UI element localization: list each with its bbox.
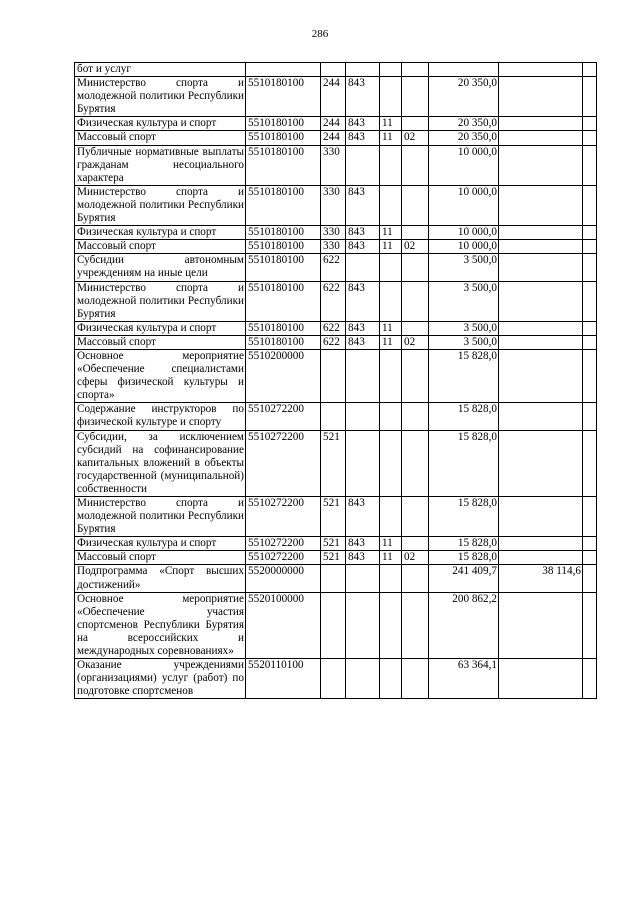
row-grbs-cell [346, 430, 380, 496]
row-amount-cell: 15 828,0 [429, 403, 499, 430]
row-code-cell: 5510180100 [246, 185, 321, 225]
row-name-cell: Министерство спорта и молодежной политики Республики Бурятия [75, 77, 246, 117]
row-amount-cell: 241 409,7 [429, 565, 499, 592]
row-amount-cell: 20 350,0 [429, 117, 499, 131]
row-code-cell: 5510180100 [246, 117, 321, 131]
row-code-cell: 5510272200 [246, 551, 321, 565]
row-amount-cell: 10 000,0 [429, 226, 499, 240]
row-trailing-cell [583, 659, 597, 699]
row-grbs-cell [346, 63, 380, 77]
row-amount-extra-cell [499, 551, 583, 565]
row-trailing-cell [583, 131, 597, 145]
row-amount-cell: 200 862,2 [429, 592, 499, 658]
row-amount-extra-cell [499, 497, 583, 537]
row-amount-extra-cell [499, 254, 583, 281]
row-expense-type-cell: 521 [321, 551, 346, 565]
row-trailing-cell [583, 592, 597, 658]
row-amount-extra-cell [499, 185, 583, 225]
row-section-cell [380, 497, 402, 537]
row-expense-type-cell: 244 [321, 77, 346, 117]
row-grbs-cell: 843 [346, 240, 380, 254]
row-amount-cell: 20 350,0 [429, 131, 499, 145]
row-name-cell: бот и услуг [75, 63, 246, 77]
row-trailing-cell [583, 565, 597, 592]
row-subsection-cell: 02 [402, 551, 429, 565]
row-grbs-cell: 843 [346, 551, 380, 565]
row-code-cell: 5510272200 [246, 403, 321, 430]
row-code-cell: 5510180100 [246, 321, 321, 335]
row-name-cell: Физическая культура и спорт [75, 321, 246, 335]
row-grbs-cell: 843 [346, 497, 380, 537]
row-grbs-cell [346, 349, 380, 402]
row-amount-cell: 3 500,0 [429, 281, 499, 321]
row-expense-type-cell [321, 592, 346, 658]
row-subsection-cell: 02 [402, 240, 429, 254]
row-section-cell: 11 [380, 240, 402, 254]
row-subsection-cell [402, 497, 429, 537]
row-trailing-cell [583, 117, 597, 131]
row-section-cell: 11 [380, 131, 402, 145]
row-trailing-cell [583, 321, 597, 335]
row-subsection-cell [402, 403, 429, 430]
row-amount-extra-cell [499, 226, 583, 240]
row-code-cell [246, 63, 321, 77]
row-amount-cell [429, 63, 499, 77]
row-subsection-cell [402, 281, 429, 321]
row-subsection-cell [402, 226, 429, 240]
row-amount-extra-cell [499, 63, 583, 77]
row-amount-extra-cell [499, 281, 583, 321]
row-expense-type-cell: 330 [321, 240, 346, 254]
row-section-cell [380, 349, 402, 402]
table-row [75, 551, 597, 565]
row-grbs-cell [346, 592, 380, 658]
row-subsection-cell [402, 117, 429, 131]
row-amount-extra-cell [499, 403, 583, 430]
row-expense-type-cell: 330 [321, 185, 346, 225]
row-code-cell: 5510180100 [246, 281, 321, 321]
row-amount-cell: 3 500,0 [429, 254, 499, 281]
row-expense-type-cell: 622 [321, 281, 346, 321]
row-name-cell: Массовый спорт [75, 551, 246, 565]
row-expense-type-cell [321, 349, 346, 402]
row-amount-extra-cell [499, 335, 583, 349]
row-name-cell: Физическая культура и спорт [75, 117, 246, 131]
row-grbs-cell: 843 [346, 226, 380, 240]
row-code-cell: 5510200000 [246, 349, 321, 402]
table-row [75, 537, 597, 551]
row-code-cell: 5520100000 [246, 592, 321, 658]
row-amount-cell: 3 500,0 [429, 321, 499, 335]
row-trailing-cell [583, 349, 597, 402]
row-name-cell: Массовый спорт [75, 131, 246, 145]
row-amount-extra-cell [499, 131, 583, 145]
row-grbs-cell: 843 [346, 77, 380, 117]
row-section-cell [380, 430, 402, 496]
row-grbs-cell [346, 403, 380, 430]
row-section-cell [380, 281, 402, 321]
table-row [75, 335, 597, 349]
row-expense-type-cell: 244 [321, 117, 346, 131]
row-trailing-cell [583, 145, 597, 185]
table-row [75, 131, 597, 145]
row-code-cell: 5510180100 [246, 145, 321, 185]
row-expense-type-cell: 244 [321, 131, 346, 145]
row-grbs-cell: 843 [346, 185, 380, 225]
table-row [75, 145, 597, 185]
row-expense-type-cell: 521 [321, 497, 346, 537]
row-grbs-cell: 843 [346, 537, 380, 551]
page-number: 286 [311, 28, 329, 40]
row-expense-type-cell [321, 63, 346, 77]
table-row [75, 403, 597, 430]
row-code-cell: 5510180100 [246, 240, 321, 254]
row-grbs-cell: 843 [346, 131, 380, 145]
row-expense-type-cell: 622 [321, 321, 346, 335]
row-trailing-cell [583, 551, 597, 565]
row-subsection-cell: 02 [402, 335, 429, 349]
row-name-cell: Основное мероприятие «Обеспечение участия спортсменов Республики Бурятия на всероссийских и международных соревнованиях» [75, 592, 246, 658]
row-subsection-cell [402, 537, 429, 551]
row-trailing-cell [583, 403, 597, 430]
row-amount-extra-cell [499, 430, 583, 496]
row-section-cell [380, 63, 402, 77]
table-row [75, 592, 597, 658]
row-expense-type-cell: 622 [321, 254, 346, 281]
row-trailing-cell [583, 63, 597, 77]
row-subsection-cell [402, 565, 429, 592]
row-subsection-cell [402, 592, 429, 658]
row-grbs-cell: 843 [346, 281, 380, 321]
row-subsection-cell [402, 77, 429, 117]
row-amount-extra-cell [499, 349, 583, 402]
row-grbs-cell [346, 659, 380, 699]
row-amount-extra-cell [499, 117, 583, 131]
table-row [75, 240, 597, 254]
row-amount-cell: 15 828,0 [429, 537, 499, 551]
row-name-cell: Массовый спорт [75, 335, 246, 349]
table-row [75, 77, 597, 117]
row-amount-extra-cell [499, 145, 583, 185]
row-code-cell: 5510180100 [246, 226, 321, 240]
row-amount-cell: 10 000,0 [429, 240, 499, 254]
row-name-cell: Министерство спорта и молодежной политики Республики Бурятия [75, 185, 246, 225]
row-amount-cell: 10 000,0 [429, 185, 499, 225]
row-amount-cell: 10 000,0 [429, 145, 499, 185]
row-subsection-cell: 02 [402, 131, 429, 145]
row-subsection-cell [402, 63, 429, 77]
row-expense-type-cell: 330 [321, 145, 346, 185]
row-subsection-cell [402, 349, 429, 402]
row-subsection-cell [402, 430, 429, 496]
row-section-cell [380, 254, 402, 281]
row-section-cell [380, 145, 402, 185]
row-grbs-cell: 843 [346, 335, 380, 349]
row-subsection-cell [402, 659, 429, 699]
row-amount-extra-cell: 38 114,6 [499, 565, 583, 592]
row-amount-cell: 15 828,0 [429, 430, 499, 496]
row-section-cell: 11 [380, 117, 402, 131]
row-trailing-cell [583, 430, 597, 496]
row-trailing-cell [583, 185, 597, 225]
row-section-cell [380, 592, 402, 658]
row-expense-type-cell [321, 403, 346, 430]
row-code-cell: 5510180100 [246, 77, 321, 117]
table-row [75, 281, 597, 321]
budget-table-body [75, 63, 597, 699]
row-name-cell: Основное мероприятие «Обеспечение специалистами сферы физической культуры и спорта» [75, 349, 246, 402]
row-expense-type-cell [321, 565, 346, 592]
row-code-cell: 5510180100 [246, 131, 321, 145]
row-code-cell: 5510272200 [246, 430, 321, 496]
row-subsection-cell [402, 145, 429, 185]
row-amount-extra-cell [499, 659, 583, 699]
row-grbs-cell: 843 [346, 117, 380, 131]
row-section-cell [380, 565, 402, 592]
row-section-cell [380, 77, 402, 117]
row-name-cell: Оказание учреждениями (организациями) услуг (работ) по подготовке спортсменов [75, 659, 246, 699]
row-section-cell: 11 [380, 226, 402, 240]
row-grbs-cell [346, 565, 380, 592]
row-section-cell: 11 [380, 537, 402, 551]
row-code-cell: 5520000000 [246, 565, 321, 592]
row-amount-extra-cell [499, 77, 583, 117]
row-grbs-cell [346, 145, 380, 185]
row-amount-cell: 15 828,0 [429, 497, 499, 537]
table-row [75, 254, 597, 281]
row-section-cell: 11 [380, 335, 402, 349]
row-code-cell: 5510180100 [246, 335, 321, 349]
row-code-cell: 5510180100 [246, 254, 321, 281]
table-row [75, 321, 597, 335]
row-code-cell: 5520110100 [246, 659, 321, 699]
row-name-cell: Министерство спорта и молодежной политики Республики Бурятия [75, 281, 246, 321]
row-amount-extra-cell [499, 321, 583, 335]
row-name-cell: Физическая культура и спорт [75, 537, 246, 551]
row-trailing-cell [583, 497, 597, 537]
row-subsection-cell [402, 321, 429, 335]
table-row [75, 117, 597, 131]
row-amount-extra-cell [499, 592, 583, 658]
table-row [75, 63, 597, 77]
row-section-cell: 11 [380, 551, 402, 565]
table-row [75, 349, 597, 402]
row-amount-cell: 3 500,0 [429, 335, 499, 349]
row-trailing-cell [583, 537, 597, 551]
row-section-cell [380, 659, 402, 699]
row-trailing-cell [583, 77, 597, 117]
row-subsection-cell [402, 185, 429, 225]
row-name-cell: Содержание инструкторов по физической культуре и спорту [75, 403, 246, 430]
row-trailing-cell [583, 226, 597, 240]
row-section-cell [380, 185, 402, 225]
table-row [75, 565, 597, 592]
row-expense-type-cell: 521 [321, 537, 346, 551]
row-name-cell: Министерство спорта и молодежной политики Республики Бурятия [75, 497, 246, 537]
row-expense-type-cell [321, 659, 346, 699]
row-code-cell: 5510272200 [246, 537, 321, 551]
row-amount-cell: 15 828,0 [429, 349, 499, 402]
row-name-cell: Подпрограмма «Спорт высших достижений» [75, 565, 246, 592]
row-expense-type-cell: 521 [321, 430, 346, 496]
row-code-cell: 5510272200 [246, 497, 321, 537]
row-section-cell [380, 403, 402, 430]
row-name-cell: Субсидии автономным учреждениям на иные цели [75, 254, 246, 281]
row-name-cell: Массовый спорт [75, 240, 246, 254]
table-row [75, 430, 597, 496]
table-row [75, 659, 597, 699]
row-subsection-cell [402, 254, 429, 281]
row-amount-cell: 63 364,1 [429, 659, 499, 699]
row-trailing-cell [583, 281, 597, 321]
row-amount-extra-cell [499, 537, 583, 551]
row-grbs-cell: 843 [346, 321, 380, 335]
row-section-cell: 11 [380, 321, 402, 335]
row-amount-extra-cell [499, 240, 583, 254]
row-name-cell: Физическая культура и спорт [75, 226, 246, 240]
row-grbs-cell [346, 254, 380, 281]
row-expense-type-cell: 330 [321, 226, 346, 240]
row-trailing-cell [583, 240, 597, 254]
row-name-cell: Субсидии, за исключением субсидий на софинансирование капитальных вложений в объекты государственной (муниципальной) собственности [75, 430, 246, 496]
row-name-cell: Публичные нормативные выплаты гражданам несоциального характера [75, 145, 246, 185]
row-trailing-cell [583, 254, 597, 281]
row-amount-cell: 20 350,0 [429, 77, 499, 117]
row-trailing-cell [583, 335, 597, 349]
table-row [75, 185, 597, 225]
table-row [75, 226, 597, 240]
row-amount-cell: 15 828,0 [429, 551, 499, 565]
budget-table [74, 62, 597, 699]
row-expense-type-cell: 622 [321, 335, 346, 349]
table-row [75, 497, 597, 537]
